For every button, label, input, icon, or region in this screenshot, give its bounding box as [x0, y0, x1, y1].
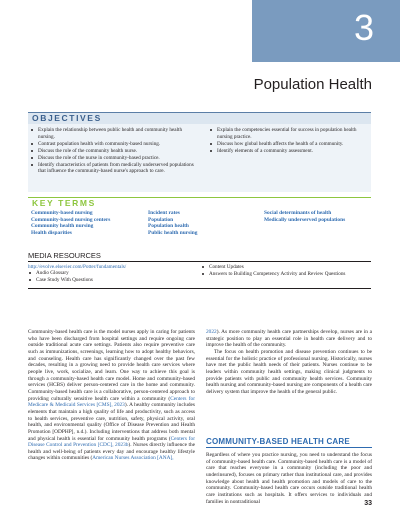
- chapter-tab: [252, 0, 400, 62]
- chapter-title: Population Health: [253, 76, 372, 93]
- citation-link[interactable]: American Nurses Association [ANA],: [92, 455, 174, 462]
- objective-item: Discuss the role of the nurse in community-based practice.: [30, 155, 200, 162]
- body-paragraph: Community-based health care is the model nurses apply in caring for patients who have been discharged from hospital settings and require ongoing care outside traditional acute care settings. Patients also require preventive care such as immunizations, screenings, learning how to adopt healthy behaviors, and counseling. Health care has significantly changed over the past few decades, resulting in a growing need to provide health care services where people live, work, socialize, and learn. One way to achieve this goal is through a community-based health care model. Home and community-based services (HCBS) deliver person-centered care in the home and community. Community-based health care is a collaborative, person-centered approach to providing culturally sensitive health care within a community (Centers for Medicare & Medicaid Services [CMS], 2023). A healthy community includes elements that maintain a high quality of life and productivity, such as access to health services, preventive care, nutrition, safety, physical activity, oral health, and environmental quality (Office of Disease Prevention and Health Promotion [ODPHP], n.d.). Including interventions that address both mental and physical health is essential for community health programs (Centers for Disease Control and Prevention [CDC], 2023b). Nurses directly influence the health and well-being of patients every day and encourage healthy lifestyle changes within communities (American Nurses Association [ANA],: [28, 329, 196, 462]
- page-number: 33: [364, 500, 372, 507]
- body-paragraph: Regardless of where you practice nursing, you need to understand the focus of community-based health care. Community-based health care is a model of care that reaches everyone in a community (including the poor and underinsured), focuses on primary rather than institutional care, and provides knowledge about health and health promotion and models of care to the community. Community-based health care occurs outside traditional health care institutions such as hospitals. It offers services to individuals and families in nontraditional: [206, 452, 372, 505]
- objective-item: Identify characteristics of patients from medically underserved populations that influence the community-based nurse's approach to care.: [30, 162, 200, 175]
- key-term-link[interactable]: Population health: [148, 223, 189, 230]
- key-terms-column-1: [31, 210, 110, 236]
- objective-item: Discuss how global health affects the health of a community.: [209, 141, 369, 148]
- key-term-link[interactable]: Public health nursing: [148, 229, 198, 236]
- objective-item: Contrast population health with community-based nursing.: [30, 141, 200, 148]
- objective-item: Discuss the role of the community health nurse.: [30, 148, 200, 155]
- section-rule: [206, 447, 372, 448]
- key-term-link[interactable]: Community-based nursing: [31, 210, 93, 216]
- body-paragraph: 2022). As more community health care partnerships develop, nurses are in a strategic position to play an essential role in health care delivery and to improve the health of the community.: [206, 329, 372, 349]
- media-item: Case Study With Questions: [28, 277, 93, 284]
- citation-link[interactable]: Centers for Medicare & Medicaid Services [CMS], 2023: [28, 395, 196, 409]
- objective-item: Explain the competencies essential for success in population health nursing practice.: [209, 127, 369, 140]
- key-terms-column-2: [148, 210, 197, 236]
- key-terms-heading: KEY TERMS: [32, 198, 96, 208]
- citation-link[interactable]: Centers for Disease Control and Prevention [CDC], 2023b: [28, 435, 195, 449]
- media-item: Audio Glossary: [28, 270, 93, 277]
- objectives-right-list: [209, 127, 369, 155]
- objective-item: Explain the relationship between public health and community health nursing.: [30, 127, 200, 140]
- section-heading: COMMUNITY-BASED HEALTH CARE: [206, 437, 350, 446]
- key-term-link[interactable]: Social determinants of health: [264, 210, 332, 216]
- objectives-left-list: [30, 127, 200, 175]
- chapter-number: 3: [353, 7, 374, 48]
- objectives-heading: OBJECTIVES: [32, 113, 102, 123]
- media-url-link[interactable]: http://evolve.elsevier.com/Potter/fundamentals/: [28, 264, 127, 270]
- key-terms-header-bar: [28, 197, 371, 209]
- citation-link[interactable]: 2022: [206, 329, 217, 335]
- key-terms-column-3: [264, 210, 345, 223]
- objective-item: Identify elements of a community assessment.: [209, 148, 369, 155]
- section-paragraph-column: [206, 452, 372, 505]
- key-term-link[interactable]: Community health nursing: [31, 223, 94, 230]
- media-item: Answers to Building Competency Activity and Review Questions: [201, 271, 345, 278]
- media-bottom-rule: [28, 288, 371, 289]
- key-term-link[interactable]: Community-based nursing centers: [31, 216, 111, 223]
- body-left-column: [28, 329, 195, 462]
- key-term-link[interactable]: Medically underserved populations: [264, 216, 346, 223]
- key-term-link[interactable]: Incident rates: [148, 210, 180, 216]
- objectives-box: [28, 124, 371, 192]
- media-right-list: [201, 264, 345, 277]
- body-paragraph: The focus on health promotion and disease prevention continues to be essential for the holistic practice of professional nursing. Historically, nurses have met the public health needs of their patients. Nurses continue to be leaders within community health settings, making clinical judgments to provide patients with public and community health services. Community health nursing and community-based nursing are components of a health care delivery system that improve the health of the general public.: [206, 348, 372, 395]
- body-right-column: [206, 329, 372, 396]
- media-top-rule: [28, 261, 371, 262]
- objectives-header-bar: [28, 112, 371, 124]
- media-resources-heading: MEDIA RESOURCES: [28, 251, 101, 260]
- key-term-link[interactable]: Population: [148, 216, 174, 223]
- media-left-list: [28, 270, 93, 283]
- key-term-link[interactable]: Health disparities: [31, 229, 72, 236]
- media-item: Content Updates: [201, 264, 345, 271]
